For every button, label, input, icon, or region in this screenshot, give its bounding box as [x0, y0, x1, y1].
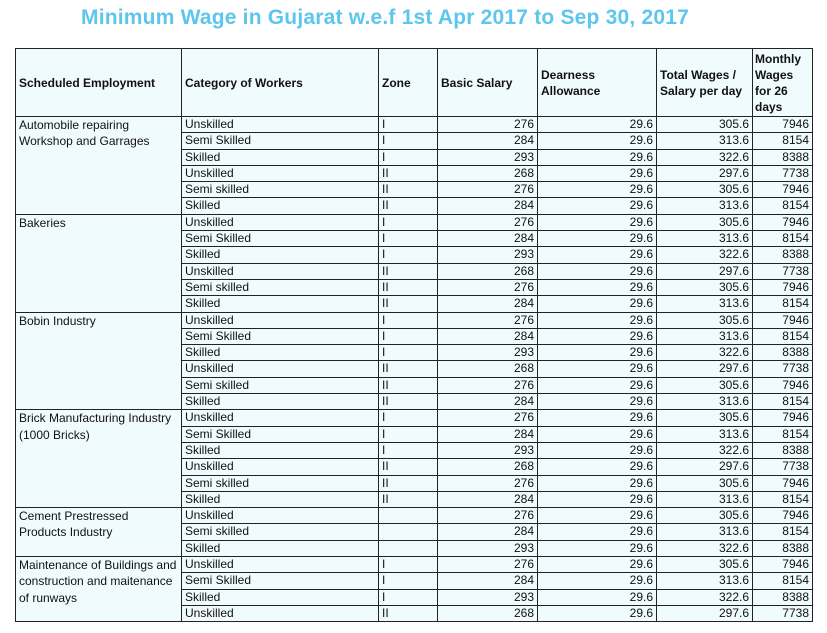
- dearness-allowance-cell: 29.6: [538, 491, 657, 507]
- dearness-allowance-cell: 29.6: [538, 133, 657, 149]
- basic-salary-cell: 284: [438, 426, 538, 442]
- category-cell: Unskilled: [182, 557, 379, 573]
- total-wages-cell: 313.6: [657, 426, 753, 442]
- table-row: [16, 312, 813, 328]
- total-wages-cell: 313.6: [657, 573, 753, 589]
- total-wages-cell: 313.6: [657, 296, 753, 312]
- monthly-wages-cell: 7946: [753, 377, 813, 393]
- monthly-wages-cell: 8154: [753, 133, 813, 149]
- zone-cell: II: [379, 459, 438, 475]
- category-cell: Semi Skilled: [182, 573, 379, 589]
- header-zone: Zone: [379, 49, 438, 117]
- dearness-allowance-cell: 29.6: [538, 459, 657, 475]
- zone-cell: I: [379, 328, 438, 344]
- basic-salary-cell: 268: [438, 459, 538, 475]
- category-cell: Semi Skilled: [182, 426, 379, 442]
- basic-salary-cell: 293: [438, 149, 538, 165]
- monthly-wages-cell: 7946: [753, 279, 813, 295]
- monthly-wages-cell: 7946: [753, 475, 813, 491]
- category-cell: Skilled: [182, 149, 379, 165]
- header-monthly-wages: Monthly Wages for 26 days: [753, 49, 813, 117]
- header-row: [16, 49, 813, 117]
- dearness-allowance-cell: 29.6: [538, 475, 657, 491]
- dearness-allowance-cell: 29.6: [538, 589, 657, 605]
- monthly-wages-cell: 8154: [753, 296, 813, 312]
- category-cell: Unskilled: [182, 165, 379, 181]
- zone-cell: [379, 524, 438, 540]
- category-cell: Skilled: [182, 345, 379, 361]
- dearness-allowance-cell: 29.6: [538, 328, 657, 344]
- dearness-allowance-cell: 29.6: [538, 361, 657, 377]
- header-scheduled-employment: Scheduled Employment: [16, 49, 182, 117]
- total-wages-cell: 305.6: [657, 410, 753, 426]
- monthly-wages-cell: 7738: [753, 361, 813, 377]
- employment-cell: Bakeries: [16, 214, 182, 312]
- table-row: [16, 410, 813, 426]
- dearness-allowance-cell: 29.6: [538, 279, 657, 295]
- basic-salary-cell: 284: [438, 231, 538, 247]
- dearness-allowance-cell: 29.6: [538, 263, 657, 279]
- zone-cell: II: [379, 605, 438, 621]
- basic-salary-cell: 268: [438, 605, 538, 621]
- employment-cell: Bobin Industry: [16, 312, 182, 410]
- zone-cell: I: [379, 214, 438, 230]
- monthly-wages-cell: 8154: [753, 328, 813, 344]
- monthly-wages-cell: 8388: [753, 345, 813, 361]
- basic-salary-cell: 293: [438, 540, 538, 556]
- total-wages-cell: 305.6: [657, 182, 753, 198]
- zone-cell: I: [379, 231, 438, 247]
- table-row: [16, 508, 813, 524]
- basic-salary-cell: 276: [438, 410, 538, 426]
- dearness-allowance-cell: 29.6: [538, 508, 657, 524]
- monthly-wages-cell: 8154: [753, 426, 813, 442]
- basic-salary-cell: 268: [438, 361, 538, 377]
- monthly-wages-cell: 7946: [753, 557, 813, 573]
- basic-salary-cell: 276: [438, 279, 538, 295]
- monthly-wages-cell: 7738: [753, 165, 813, 181]
- category-cell: Semi skilled: [182, 377, 379, 393]
- dearness-allowance-cell: 29.6: [538, 247, 657, 263]
- zone-cell: I: [379, 345, 438, 361]
- basic-salary-cell: 293: [438, 345, 538, 361]
- basic-salary-cell: 284: [438, 133, 538, 149]
- page-title: Minimum Wage in Gujarat w.e.f 1st Apr 2017 to Sep 30, 2017: [81, 6, 689, 29]
- basic-salary-cell: 276: [438, 214, 538, 230]
- zone-cell: II: [379, 377, 438, 393]
- category-cell: Skilled: [182, 442, 379, 458]
- dearness-allowance-cell: 29.6: [538, 426, 657, 442]
- monthly-wages-cell: 8388: [753, 247, 813, 263]
- monthly-wages-cell: 8154: [753, 198, 813, 214]
- monthly-wages-cell: 7946: [753, 312, 813, 328]
- basic-salary-cell: 276: [438, 182, 538, 198]
- employment-cell: Brick Manufacturing Industry (1000 Bricks): [16, 410, 182, 508]
- basic-salary-cell: 284: [438, 296, 538, 312]
- basic-salary-cell: 268: [438, 263, 538, 279]
- zone-cell: I: [379, 149, 438, 165]
- basic-salary-cell: 276: [438, 312, 538, 328]
- category-cell: Semi skilled: [182, 279, 379, 295]
- minimum-wage-table: [15, 48, 813, 622]
- zone-cell: [379, 508, 438, 524]
- zone-cell: I: [379, 573, 438, 589]
- dearness-allowance-cell: 29.6: [538, 165, 657, 181]
- category-cell: Semi skilled: [182, 524, 379, 540]
- basic-salary-cell: 284: [438, 491, 538, 507]
- monthly-wages-cell: 7946: [753, 214, 813, 230]
- zone-cell: II: [379, 182, 438, 198]
- category-cell: Unskilled: [182, 117, 379, 133]
- zone-cell: I: [379, 410, 438, 426]
- employment-cell: Maintenance of Buildings and construction and maitenance of runways: [16, 557, 182, 622]
- zone-cell: I: [379, 133, 438, 149]
- dearness-allowance-cell: 29.6: [538, 182, 657, 198]
- total-wages-cell: 322.6: [657, 442, 753, 458]
- basic-salary-cell: 293: [438, 442, 538, 458]
- basic-salary-cell: 293: [438, 589, 538, 605]
- header-basic-salary: Basic Salary: [438, 49, 538, 117]
- monthly-wages-cell: 8154: [753, 394, 813, 410]
- category-cell: Skilled: [182, 394, 379, 410]
- monthly-wages-cell: 8388: [753, 442, 813, 458]
- category-cell: Semi Skilled: [182, 231, 379, 247]
- category-cell: Unskilled: [182, 459, 379, 475]
- total-wages-cell: 297.6: [657, 165, 753, 181]
- dearness-allowance-cell: 29.6: [538, 605, 657, 621]
- category-cell: Semi Skilled: [182, 133, 379, 149]
- basic-salary-cell: 268: [438, 165, 538, 181]
- total-wages-cell: 297.6: [657, 459, 753, 475]
- category-cell: Skilled: [182, 589, 379, 605]
- total-wages-cell: 305.6: [657, 508, 753, 524]
- total-wages-cell: 297.6: [657, 263, 753, 279]
- basic-salary-cell: 276: [438, 377, 538, 393]
- zone-cell: I: [379, 117, 438, 133]
- dearness-allowance-cell: 29.6: [538, 540, 657, 556]
- zone-cell: I: [379, 247, 438, 263]
- dearness-allowance-cell: 29.6: [538, 442, 657, 458]
- category-cell: Semi skilled: [182, 182, 379, 198]
- monthly-wages-cell: 7738: [753, 605, 813, 621]
- dearness-allowance-cell: 29.6: [538, 117, 657, 133]
- monthly-wages-cell: 7946: [753, 410, 813, 426]
- dearness-allowance-cell: 29.6: [538, 296, 657, 312]
- total-wages-cell: 313.6: [657, 133, 753, 149]
- monthly-wages-cell: 7738: [753, 263, 813, 279]
- category-cell: Unskilled: [182, 605, 379, 621]
- zone-cell: I: [379, 442, 438, 458]
- zone-cell: II: [379, 198, 438, 214]
- total-wages-cell: 322.6: [657, 345, 753, 361]
- dearness-allowance-cell: 29.6: [538, 377, 657, 393]
- total-wages-cell: 305.6: [657, 377, 753, 393]
- zone-cell: [379, 540, 438, 556]
- header-total-wages: Total Wages / Salary per day: [657, 49, 753, 117]
- zone-cell: II: [379, 361, 438, 377]
- monthly-wages-cell: 7946: [753, 182, 813, 198]
- zone-cell: II: [379, 475, 438, 491]
- category-cell: Skilled: [182, 540, 379, 556]
- dearness-allowance-cell: 29.6: [538, 149, 657, 165]
- category-cell: Semi skilled: [182, 475, 379, 491]
- monthly-wages-cell: 7946: [753, 117, 813, 133]
- basic-salary-cell: 276: [438, 117, 538, 133]
- total-wages-cell: 297.6: [657, 361, 753, 377]
- category-cell: Unskilled: [182, 410, 379, 426]
- total-wages-cell: 305.6: [657, 117, 753, 133]
- total-wages-cell: 313.6: [657, 491, 753, 507]
- dearness-allowance-cell: 29.6: [538, 214, 657, 230]
- monthly-wages-cell: 8154: [753, 231, 813, 247]
- total-wages-cell: 322.6: [657, 540, 753, 556]
- header-category: Category of Workers: [182, 49, 379, 117]
- total-wages-cell: 322.6: [657, 149, 753, 165]
- table-row: [16, 557, 813, 573]
- category-cell: Unskilled: [182, 214, 379, 230]
- category-cell: Skilled: [182, 296, 379, 312]
- total-wages-cell: 313.6: [657, 394, 753, 410]
- basic-salary-cell: 276: [438, 557, 538, 573]
- monthly-wages-cell: 8154: [753, 573, 813, 589]
- total-wages-cell: 305.6: [657, 214, 753, 230]
- category-cell: Unskilled: [182, 361, 379, 377]
- monthly-wages-cell: 8388: [753, 149, 813, 165]
- monthly-wages-cell: 8388: [753, 589, 813, 605]
- dearness-allowance-cell: 29.6: [538, 345, 657, 361]
- header-dearness-allowance: Dearness Allowance: [538, 49, 657, 117]
- total-wages-cell: 305.6: [657, 279, 753, 295]
- category-cell: Unskilled: [182, 312, 379, 328]
- table-row: [16, 117, 813, 133]
- total-wages-cell: 305.6: [657, 312, 753, 328]
- total-wages-cell: 313.6: [657, 328, 753, 344]
- basic-salary-cell: 284: [438, 328, 538, 344]
- dearness-allowance-cell: 29.6: [538, 312, 657, 328]
- monthly-wages-cell: 7738: [753, 459, 813, 475]
- employment-cell: Cement Prestressed Products Industry: [16, 508, 182, 557]
- total-wages-cell: 297.6: [657, 605, 753, 621]
- total-wages-cell: 322.6: [657, 589, 753, 605]
- zone-cell: II: [379, 263, 438, 279]
- category-cell: Skilled: [182, 247, 379, 263]
- dearness-allowance-cell: 29.6: [538, 394, 657, 410]
- zone-cell: II: [379, 165, 438, 181]
- total-wages-cell: 313.6: [657, 198, 753, 214]
- basic-salary-cell: 284: [438, 198, 538, 214]
- total-wages-cell: 322.6: [657, 247, 753, 263]
- zone-cell: II: [379, 491, 438, 507]
- dearness-allowance-cell: 29.6: [538, 198, 657, 214]
- employment-cell: Automobile repairing Workshop and Garrages: [16, 117, 182, 215]
- category-cell: Semi Skilled: [182, 328, 379, 344]
- zone-cell: I: [379, 426, 438, 442]
- monthly-wages-cell: 8388: [753, 540, 813, 556]
- zone-cell: I: [379, 589, 438, 605]
- monthly-wages-cell: 7946: [753, 508, 813, 524]
- dearness-allowance-cell: 29.6: [538, 573, 657, 589]
- category-cell: Skilled: [182, 491, 379, 507]
- dearness-allowance-cell: 29.6: [538, 410, 657, 426]
- zone-cell: II: [379, 394, 438, 410]
- monthly-wages-cell: 8154: [753, 491, 813, 507]
- monthly-wages-cell: 8154: [753, 524, 813, 540]
- total-wages-cell: 305.6: [657, 557, 753, 573]
- dearness-allowance-cell: 29.6: [538, 231, 657, 247]
- table-row: [16, 214, 813, 230]
- category-cell: Skilled: [182, 198, 379, 214]
- basic-salary-cell: 284: [438, 524, 538, 540]
- zone-cell: II: [379, 296, 438, 312]
- category-cell: Unskilled: [182, 508, 379, 524]
- dearness-allowance-cell: 29.6: [538, 524, 657, 540]
- basic-salary-cell: 284: [438, 394, 538, 410]
- zone-cell: I: [379, 312, 438, 328]
- total-wages-cell: 313.6: [657, 231, 753, 247]
- basic-salary-cell: 293: [438, 247, 538, 263]
- basic-salary-cell: 276: [438, 475, 538, 491]
- total-wages-cell: 313.6: [657, 524, 753, 540]
- dearness-allowance-cell: 29.6: [538, 557, 657, 573]
- basic-salary-cell: 276: [438, 508, 538, 524]
- zone-cell: II: [379, 279, 438, 295]
- category-cell: Unskilled: [182, 263, 379, 279]
- total-wages-cell: 305.6: [657, 475, 753, 491]
- basic-salary-cell: 284: [438, 573, 538, 589]
- zone-cell: I: [379, 557, 438, 573]
